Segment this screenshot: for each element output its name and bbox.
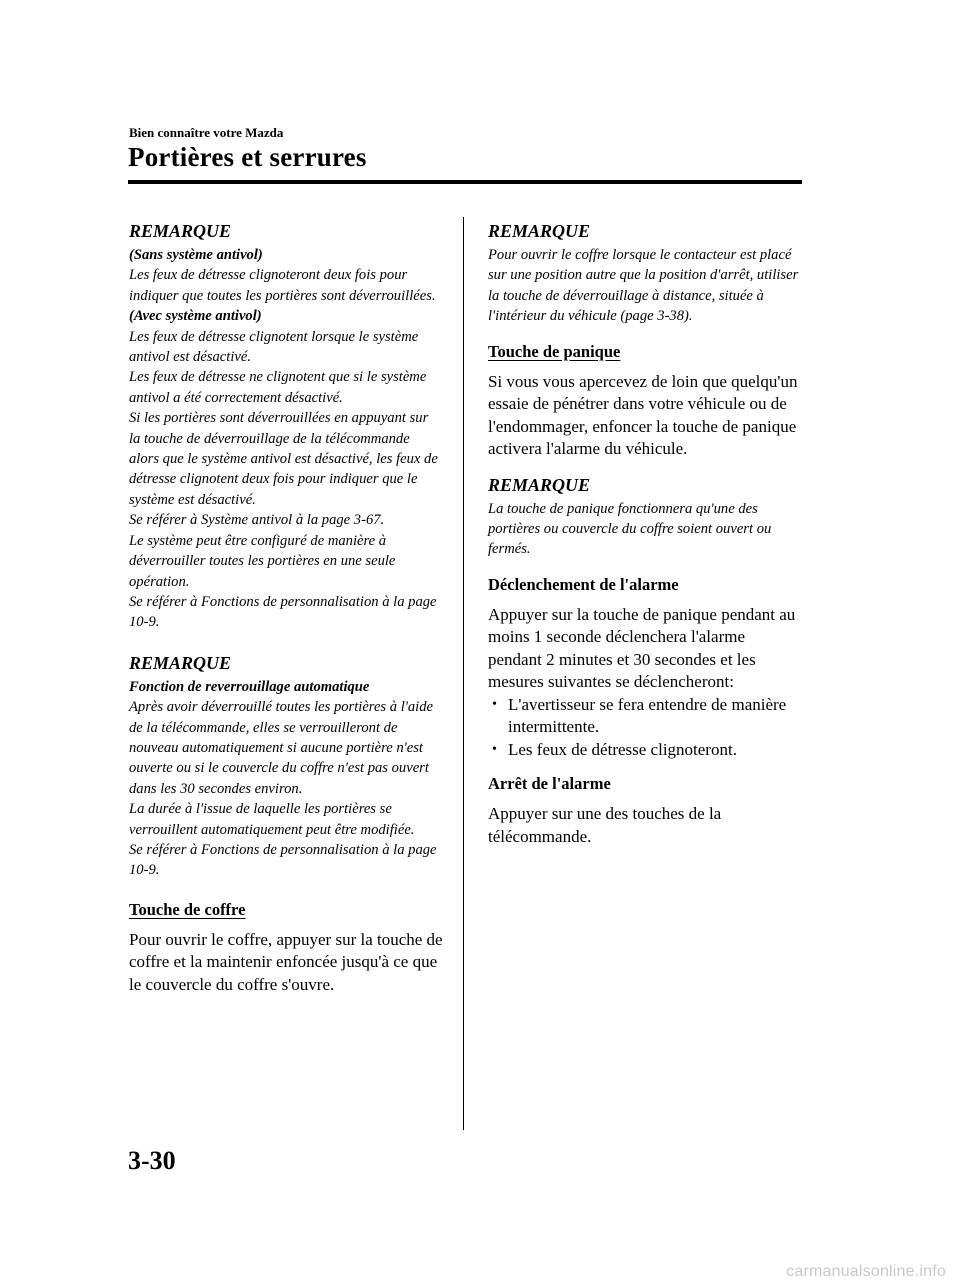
page-title: Portières et serrures: [128, 142, 367, 172]
note-subheading: Fonction de reverrouillage automatique: [129, 678, 370, 695]
subsection-heading: Arrêt de l'alarme: [488, 774, 611, 794]
bullet-text: L'avertisseur se fera entendre de manière intermittente.: [508, 694, 787, 737]
alarm-stop-section: [488, 773, 802, 848]
note-text: La touche de panique fonctionnera qu'une des portières ou couvercle du coffre soient ouvert ou fermés.: [488, 500, 772, 558]
left-column: [129, 219, 443, 996]
note-block: [488, 219, 802, 327]
trunk-section: [129, 899, 443, 997]
right-column: [488, 219, 802, 848]
bullet-list: [488, 694, 802, 762]
note-heading: REMARQUE: [129, 221, 232, 241]
page-number: 3-30: [128, 1146, 176, 1175]
panic-section: [488, 341, 802, 461]
note-block: [129, 219, 443, 633]
section-label: Bien connaître votre Mazda: [129, 125, 284, 140]
body-paragraph: Si vous vous apercevez de loin que quelqu'un essaie de pénétrer dans votre véhicule ou de l'endommager, enfoncer la touche de panique activera l'alarme du véhicule.: [488, 371, 798, 459]
note-text: Se référer à Fonctions de personnalisation à la page 10-9.: [129, 841, 437, 879]
body-paragraph: Pour ouvrir le coffre, appuyer sur la touche de coffre et la maintenir enfoncée jusqu'à ce que le couvercle du coffre s'ouvre.: [129, 929, 443, 994]
note-heading: REMARQUE: [129, 652, 232, 673]
note-text: Les feux de détresse clignoteront deux fois pour indiquer que toutes les portières sont déverrouillées.: [129, 267, 436, 304]
note-block: [488, 473, 802, 560]
alarm-trigger-section: [488, 574, 802, 762]
column-divider: [463, 217, 464, 1130]
note-heading: REMARQUE: [488, 474, 591, 495]
watermark: carmanualsonline.info: [786, 1263, 946, 1280]
note-text: Les feux de détresse clignotent lorsque le système antivol est désactivé.: [129, 328, 419, 366]
note-text: Si les portières sont déverrouillées en appuyant sur la touche de déverrouillage de la télécommande alors que le système antivol est désactivé, les feux de détresse clignotent deux fois pour indiquer que le système est désactivé.: [129, 410, 438, 508]
bullet-item: [488, 739, 802, 762]
note-text: Après avoir déverrouillé toutes les portières à l'aide de la télécommande, elles se verrouilleront de nouveau automatiquement si aucune portière n'est ouverte ou si le couvercle du coffre n'est pas ouvert dans les 30 secondes environ.: [129, 699, 433, 797]
note-text: Pour ouvrir le coffre lorsque le contacteur est placé sur une position autre que la position d'arrêt, utiliser la touche de déverrouillage à distance, située à l'intérieur du véhicule (page 3-38).: [488, 247, 799, 325]
note-subheading: (Sans système antivol): [129, 247, 263, 263]
body-paragraph: Appuyer sur la touche de panique pendant au moins 1 seconde déclenchera l'alarme pendant 2 minutes et 30 secondes et les mesures suivantes se déclencheront:: [488, 604, 796, 692]
bullet-icon: •: [492, 696, 497, 712]
bullet-text: Les feux de détresse clignoteront.: [508, 739, 737, 759]
body-paragraph: Appuyer sur une des touches de la télécommande.: [488, 804, 722, 846]
bullet-item: [488, 694, 802, 739]
section-heading: Touche de coffre: [129, 899, 246, 919]
subsection-heading: Déclenchement de l'alarme: [488, 574, 679, 594]
note-text: Le système peut être configuré de manière à déverrouiller toutes les portières en une seule opération.: [129, 532, 396, 590]
note-text: La durée à l'issue de laquelle les portières se verrouillent automatiquement peut être modifiée.: [129, 801, 415, 838]
note-text: Se référer à Système antivol à la page 3-67.: [129, 512, 385, 529]
section-heading: Touche de panique: [488, 341, 621, 361]
note-text: Se référer à Fonctions de personnalisation à la page 10-9.: [129, 593, 437, 631]
note-text: Les feux de détresse ne clignotent que si le système antivol a été correctement désactivé.: [129, 369, 427, 406]
title-rule: [128, 180, 802, 184]
bullet-icon: •: [492, 741, 497, 757]
note-heading: REMARQUE: [488, 221, 591, 241]
note-block: [129, 651, 443, 881]
note-subheading: (Avec système antivol): [129, 308, 262, 325]
